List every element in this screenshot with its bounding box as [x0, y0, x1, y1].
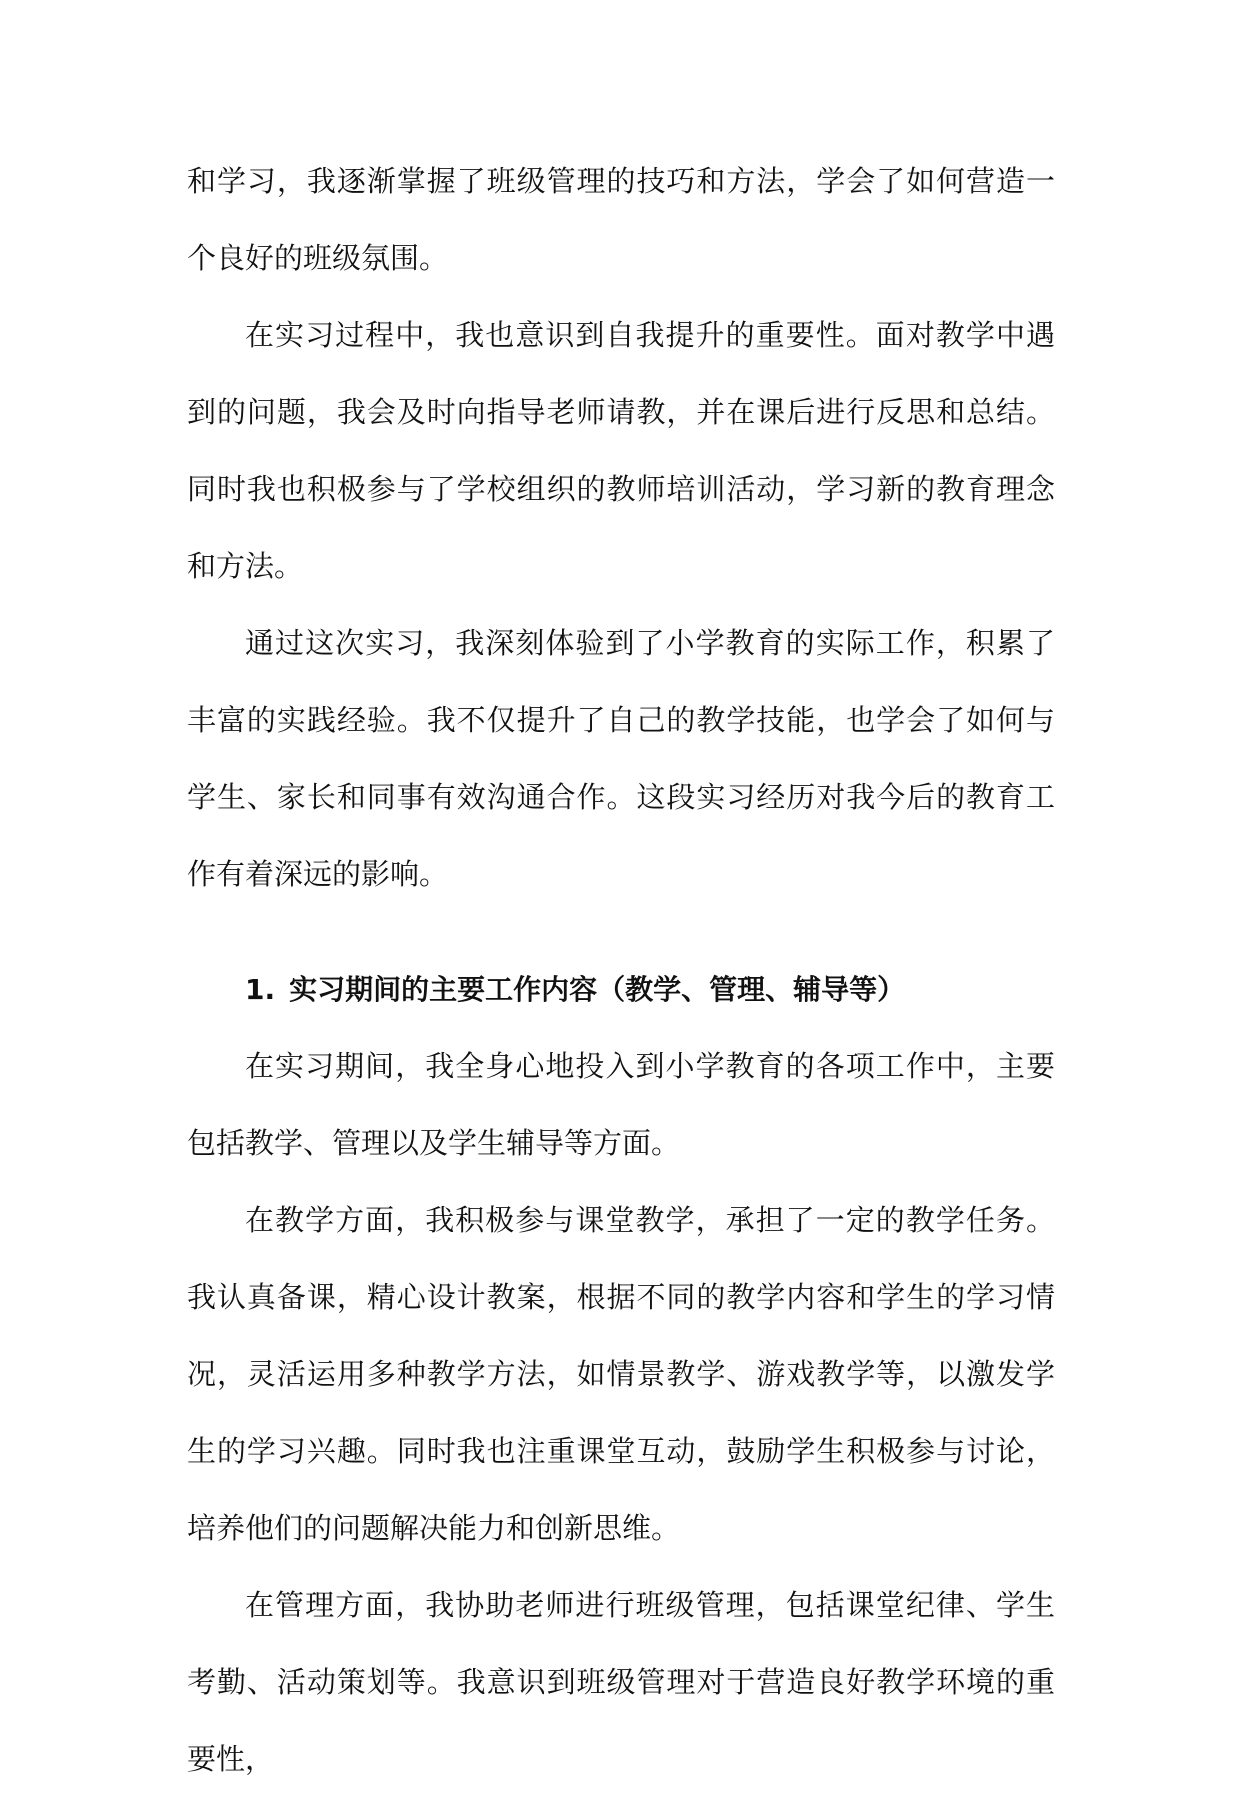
section-number: 1.: [245, 973, 276, 1006]
paragraph-continuation: 和学习，我逐渐掌握了班级管理的技巧和方法，学会了如何营造一个良好的班级氛围。: [187, 164, 1055, 275]
paragraph-internship-summary: 通过这次实习，我深刻体验到了小学教育的实际工作，积累了丰富的实践经验。我不仅提升了自己的教学技能，也学会了如何与学生、家长和同事有效沟通合作。这段实习经历对我今后的教育工作有着深远的影响。: [187, 626, 1055, 891]
document-body: [187, 143, 1055, 1798]
paragraph-management: 在管理方面，我协助老师进行班级管理，包括课堂纪律、学生考勤、活动策划等。我意识到班级管理对于营造良好教学环境的重要性，: [187, 1588, 1055, 1776]
paragraph-work-overview: 在实习期间，我全身心地投入到小学教育的各项工作中，主要包括教学、管理以及学生辅导等方面。: [187, 1049, 1055, 1160]
section-heading: [187, 951, 1055, 1028]
paragraph-self-improvement: 在实习过程中，我也意识到自我提升的重要性。面对教学中遇到的问题，我会及时向指导老师请教，并在课后进行反思和总结。同时我也积极参与了学校组织的教师培训活动，学习新的教育理念和方法。: [187, 318, 1055, 583]
section-title: 实习期间的主要工作内容（教学、管理、辅导等）: [289, 973, 906, 1006]
paragraph-teaching: 在教学方面，我积极参与课堂教学，承担了一定的教学任务。我认真备课，精心设计教案，根据不同的教学内容和学生的学习情况，灵活运用多种教学方法，如情景教学、游戏教学等，以激发学生的学习兴趣。同时我也注重课堂互动，鼓励学生积极参与讨论，培养他们的问题解决能力和创新思维。: [187, 1203, 1055, 1545]
